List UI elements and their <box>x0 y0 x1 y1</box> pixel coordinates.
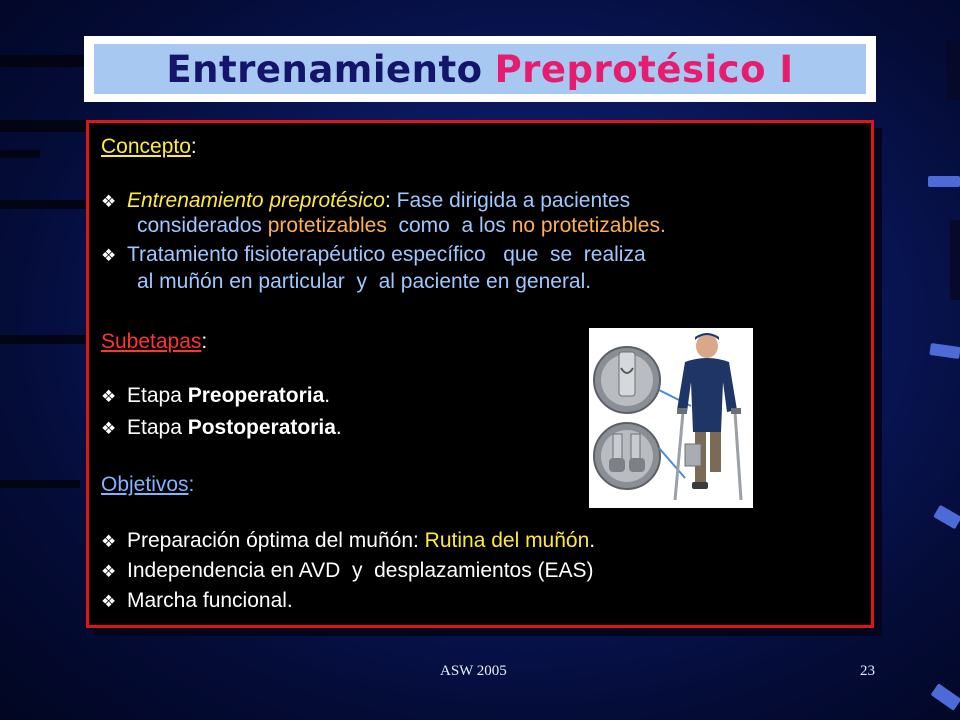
diamond-bullet-icon: ❖ <box>101 387 117 406</box>
subetapas-heading: Subetapas: <box>101 330 208 353</box>
concepto-item-2: ❖ Tratamiento fisioterapéutico específico que se realiza <box>101 243 646 266</box>
patient-crutches-photo <box>589 328 753 508</box>
title-part2: Preprotésico I <box>494 47 794 91</box>
bg-streak <box>946 40 960 100</box>
diamond-bullet-icon: ❖ <box>101 532 117 551</box>
bg-streak <box>0 200 90 209</box>
diamond-bullet-icon: ❖ <box>101 592 117 611</box>
title-part1: Entrenamiento <box>166 47 483 91</box>
diamond-bullet-icon: ❖ <box>101 562 117 581</box>
diamond-bullet-icon: ❖ <box>101 419 117 438</box>
objetivos-heading: Objetivos: <box>101 473 195 496</box>
bg-streak <box>931 683 960 711</box>
content-panel <box>86 120 874 628</box>
footer-left: ASW 2005 <box>440 663 507 679</box>
bg-streak <box>0 150 40 158</box>
slide-number: 23 <box>860 663 875 679</box>
concepto-item-1-line2: considerados protetizables como a los no protetizables. <box>137 214 666 237</box>
bg-streak <box>0 480 80 488</box>
bg-streak <box>928 176 960 187</box>
objetivos-item-2: ❖ Independencia en AVD y desplazamientos (EAS) <box>101 559 594 582</box>
subetapas-item-2: ❖ Etapa Postoperatoria. <box>101 416 342 439</box>
concepto-item-1: ❖ Entrenamiento preprotésico: Fase dirigida a pacientes <box>101 189 631 212</box>
title-box <box>84 36 876 102</box>
diamond-bullet-icon: ❖ <box>101 192 117 211</box>
bg-streak <box>950 220 960 300</box>
slide-title <box>94 44 866 94</box>
diamond-bullet-icon: ❖ <box>101 246 117 265</box>
concepto-heading: Concepto: <box>101 135 197 158</box>
patient-crutches-illustration <box>589 328 753 508</box>
bg-streak <box>933 505 960 530</box>
objetivos-item-1: ❖ Preparación óptima del muñón: Rutina del muñón. <box>101 529 596 552</box>
bg-streak <box>929 343 960 359</box>
concepto-item-2-line2: al muñón en particular y al paciente en general. <box>137 270 592 293</box>
objetivos-item-3: ❖ Marcha funcional. <box>101 589 293 612</box>
subetapas-item-1: ❖ Etapa Preoperatoria. <box>101 384 331 407</box>
